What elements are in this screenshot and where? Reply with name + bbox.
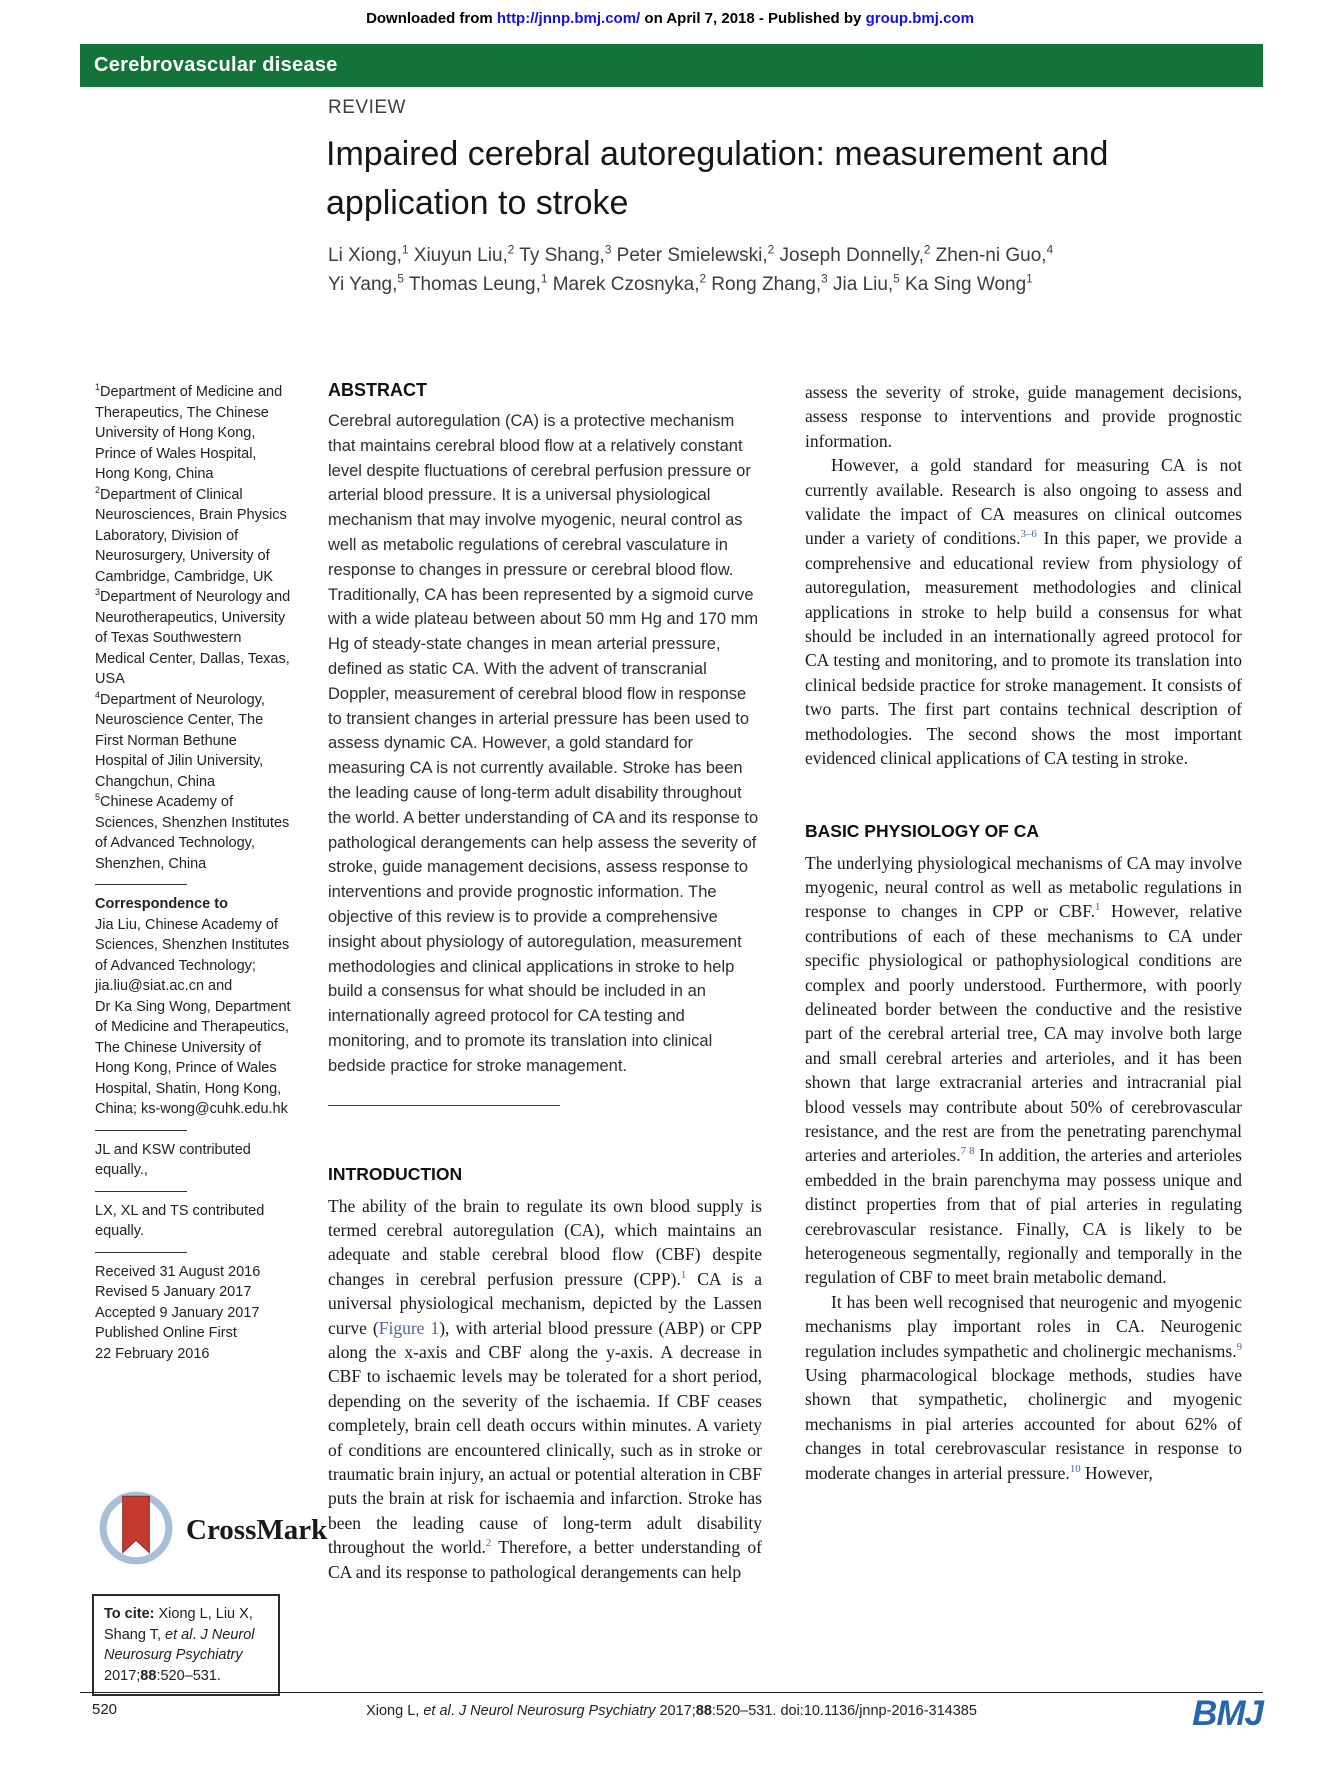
introduction-paragraph: The ability of the brain to regulate its own blood supply is termed cerebral autoregulation (CA), which maintains an adequate and stable cerebral blood flow (CBF) despite changes in cerebral perfusion pressure (CPP).$^1$ CA is a universal physiological mechanism, depicted by the Lassen curve (Figure 1), with arterial blood pressure (ABP) or CPP along the x-axis and CBF along the y-axis. A decrease in CBF to ischaemic levels may be tolerated for a short period, depending on the severity of the ischaemia. If CBF ceases completely, brain cell death occurs within minutes. A variety of conditions are encountered clinically, such as in stroke or traumatic brain injury, an actual or potential alteration in CBF puts the brain at risk for ischaemia and infarction. Stroke has been the leading cause of long-term adult disability throughout the world.$^2$ Therefore, a better understanding of CA and its response to pathological derangements can help xyxy=(328,1195,762,1582)
groupbmj-url-link[interactable]: group.bmj.com xyxy=(865,10,974,27)
inline-link[interactable]: 7 8 xyxy=(960,1145,975,1158)
correspondence-heading: Correspondence to xyxy=(95,896,228,912)
authors-block xyxy=(328,241,1188,299)
inline-link[interactable]: 9 xyxy=(1236,1340,1242,1353)
contribution-note-2: LX, XL and TS contributed equally. xyxy=(95,1202,265,1239)
inline-link[interactable]: 10 xyxy=(1069,1462,1081,1475)
affiliation-3: $^3$Department of Neurology and Neurotherapeutics, University of Texas Southwestern Medical Center, Dallas, Texas, USA xyxy=(95,587,291,687)
inline-link[interactable]: 2 xyxy=(485,1537,492,1550)
affiliation-5: $^5$Chinese Academy of Sciences, Shenzhen Institutes of Advanced Technology, Shenzhen, China xyxy=(95,792,290,872)
basic-physiology-heading: BASIC PHYSIOLOGY OF CA xyxy=(805,820,1040,841)
inline-link[interactable]: Figure 1 xyxy=(378,1317,440,1338)
sidebar xyxy=(95,382,291,1364)
abstract-divider xyxy=(328,1105,560,1106)
download-header xyxy=(0,10,1340,27)
abstract-heading: ABSTRACT xyxy=(328,380,427,400)
sidebar-divider-1 xyxy=(95,884,187,885)
affiliation-1: $^1$Department of Medicine and Therapeutics, The Chinese University of Hong Kong, Prince of Wales Hospital, Hong Kong, China xyxy=(95,382,283,482)
footer-divider xyxy=(80,1692,1263,1693)
sidebar-divider-4 xyxy=(95,1252,187,1253)
date-received: Received 31 August 2016 xyxy=(95,1263,261,1280)
section-banner-label: Cerebrovascular disease xyxy=(94,54,338,76)
column-2 xyxy=(805,380,1242,1485)
sidebar-divider-2 xyxy=(95,1130,187,1131)
date-revised: Revised 5 January 2017 xyxy=(95,1284,252,1300)
col2-paragraph-2: However, a gold standard for measuring CA is not currently available. Research is also ongoing to assess and validate the impact of CA measures on clinical outcomes under a variety of conditions.$^{3-6}$ In this paper, we provide a comprehensive and educational review from physiology of autoregulation, measurement methodologies and clinical applications in stroke to help build a consensus for what should be included in an internationally agreed protocol for CA testing and monitoring, and to promote its translation into clinical bedside practice for stroke management. It consists of two parts. The first part contains technical description of methodologies. The second shows the most important evidenced clinical applications of CA testing in stroke. xyxy=(805,455,1242,769)
crossmark-logo[interactable] xyxy=(95,1487,327,1574)
column-1 xyxy=(328,380,762,1584)
article-type-label: REVIEW xyxy=(328,97,406,118)
abstract-text: Cerebral autoregulation (CA) is a protective mechanism that maintains cerebral blood flow at a relatively constant level despite fluctuations of cerebral perfusion pressure or arterial blood pressure. It is a universal physiological mechanism that may involve myogenic, neural control as well as metabolic regulations of cerebral vasculature in response to changes in pressure or cerebral blood flow. Traditionally, CA has been represented by a sigmoid curve with a wide plateau between about 50 mm Hg and 170 mm Hg of steady-state changes in mean arterial pressure, defined as static CA. With the advent of transcranial Doppler, measurement of cerebral blood flow in response to transient changes in arterial pressure has been used to assess dynamic CA. However, a gold standard for measuring CA is not currently available. Stroke has been the leading cause of long-term adult disability throughout the world. A better understanding of CA and its response to pathological derangements can help assess the severity of stroke, guide management decisions, assess response to interventions and provide prognostic information. The objective of this review is to provide a comprehensive insight about physiology of autoregulation, measurement methodologies and clinical applications in stroke to help build a consensus for what should be included in an internationally agreed protocol for CA testing and monitoring, and to promote its translation into clinical bedside practice for stroke management. xyxy=(328,412,759,1075)
section-banner xyxy=(80,44,1263,87)
inline-link[interactable]: 3–6 xyxy=(1020,528,1037,541)
introduction-heading: INTRODUCTION xyxy=(328,1163,463,1184)
crossmark-icon xyxy=(95,1487,177,1574)
physiology-paragraph-2: It has been well recognised that neurogenic and myogenic mechanisms play important roles in CA. Neurogenic regulation includes sympathetic and cholinergic mechanisms.$^9$ Using pharmacological blockage methods, studies have shown that sympathetic, cholinergic and myogenic mechanisms in pial arteries accounted for about 62% of changes in total cerebrovascular resistance in response to moderate changes in arterial pressure.$^{10}$ However, xyxy=(805,1291,1242,1483)
footer-citation: Xiong L, et al. J Neurol Neurosurg Psychiatry 2017;88:520–531. doi:10.1136/jnnp-2016-314385 xyxy=(366,1703,977,1719)
authors-line-1: Li Xiong,$^1$ Xiuyun Liu,$^2$ Ty Shang,$^3$ Peter Smielewski,$^2$ Joseph Donnelly,$^2$ Zhen-ni Guo,$^4$ xyxy=(328,243,1054,266)
page-number: 520 xyxy=(92,1701,118,1718)
correspondence-text-1: Jia Liu, Chinese Academy of Sciences, Shenzhen Institutes of Advanced Technology; jia.liu@siat.ac.cn and xyxy=(95,916,290,994)
download-text-pre: Downloaded from xyxy=(366,10,497,27)
inline-link[interactable]: 1 xyxy=(680,1268,687,1281)
crossmark-label: CrossMark xyxy=(186,1514,328,1546)
inline-link[interactable]: 1 xyxy=(1094,901,1101,914)
date-published-line1: Published Online First xyxy=(95,1325,237,1341)
affiliation-4: $^4$Department of Neurology, Neuroscience Center, The First Norman Bethune Hospital of Jilin University, Changchun, China xyxy=(95,689,265,790)
col2-paragraph-1: assess the severity of stroke, guide management decisions, assess response to interventions and provide prognostic information. xyxy=(805,382,1242,451)
to-cite-box xyxy=(92,1594,280,1696)
authors-line-2: Yi Yang,$^5$ Thomas Leung,$^1$ Marek Czosnyka,$^2$ Rong Zhang,$^3$ Jia Liu,$^5$ Ka Sing Wong$^1$ xyxy=(328,272,1033,295)
correspondence-text-2: Dr Ka Sing Wong, Department of Medicine and Therapeutics, The Chinese University of Hong Kong, Prince of Wales Hospital, Shatin, Hong Kong, China; ks-wong@cuhk.edu.hk xyxy=(95,998,291,1117)
jnnp-url-link[interactable]: http://jnnp.bmj.com/ xyxy=(496,10,641,27)
affiliation-2: $^2$Department of Clinical Neurosciences, Brain Physics Laboratory, Division of Neurosurgery, University of Cambridge, Cambridge, UK xyxy=(95,484,287,585)
bmj-logo: BMJ xyxy=(1192,1694,1263,1733)
contribution-note-1: JL and KSW contributed equally., xyxy=(95,1141,251,1178)
article-title: Impaired cerebral autoregulation: measurement and application to stroke xyxy=(326,135,1109,222)
sidebar-divider-3 xyxy=(95,1191,187,1192)
date-published-line2: 22 February 2016 xyxy=(95,1345,210,1362)
download-text-mid: on April 7, 2018 - Published by xyxy=(640,10,866,27)
to-cite-text: To cite: Xiong L, Liu X, Shang T, et al. J Neurol Neurosurg Psychiatry 2017;88:520–531. xyxy=(104,1606,255,1684)
physiology-paragraph-1: The underlying physiological mechanisms of CA may involve myogenic, neural control as well as metabolic regulations in response to changes in CPP or CBF.$^1$ However, relative contributions of each of these mechanisms to CA under specific physiological or pathophysiological conditions are complex and poorly understood. Furthermore, with poorly delineated border between the conductive and the resistive part of the cerebral arterial tree, CA may involve both large and small cerebral arteries and arterioles, and it has been shown that large extracranial arteries and intracranial pial blood vessels may contribute about 50% of cerebrovascular resistance, and the rest are from the penetrating parenchymal arteries and arterioles.$^{7 8}$ In addition, the arteries and arterioles embedded in the brain parenchyma may possess unique and distinct properties from that of pial arteries in regulating cerebrovascular resistance. Finally, CA is likely to be heterogeneous segmentally, regionally and temporally in the regulation of CBF to meet brain metabolic demand. xyxy=(805,852,1243,1288)
date-accepted: Accepted 9 January 2017 xyxy=(95,1304,260,1321)
